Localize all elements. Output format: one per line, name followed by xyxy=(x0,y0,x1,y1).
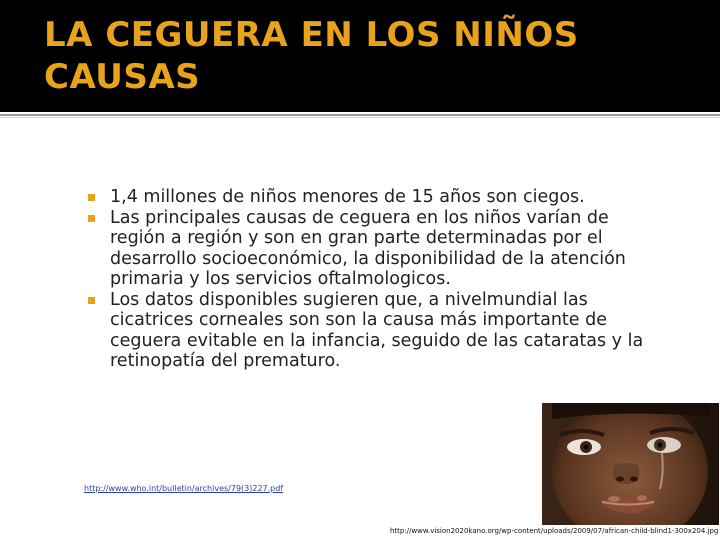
bullet-item xyxy=(88,187,648,208)
slide-title-line-2: CAUSAS xyxy=(44,57,201,97)
bullet-text: Las principales causas de ceguera en los niños varían de región a región y son en gran parte determinadas por el desarrollo socioeconómico, la disponibilidad de la atención primaria y los servicios oftalmologicos. xyxy=(110,207,626,289)
bullet-square-icon xyxy=(88,194,95,201)
child-photo-illustration xyxy=(542,403,719,525)
bullet-square-icon xyxy=(88,215,95,222)
bullet-square-icon xyxy=(88,297,95,304)
bullet-text: 1,4 millones de niños menores de 15 años son ciegos. xyxy=(110,187,585,207)
image-source-link[interactable]: http://www.vision2020kano.org/wp-content/uploads/2009/07/african-child-blind1-300x204.jpg xyxy=(390,527,719,535)
divider-line-thin xyxy=(0,117,720,118)
slide-title-line-1: LA CEGUERA EN LOS NIÑOS xyxy=(44,15,579,55)
bullet-text: Los datos disponibles sugieren que, a nivelmundial las cicatrices corneales son son la causa más importante de ceguera evitable en la infancia, seguido de las cataratas y la retinopatía del prematuro. xyxy=(110,289,644,371)
child-photo xyxy=(542,403,719,525)
bullet-item xyxy=(88,208,648,290)
slide-title xyxy=(44,14,704,98)
bullet-item xyxy=(88,290,648,372)
divider-line xyxy=(0,114,720,116)
source-link[interactable]: http://www.who.int/bulletin/archives/79(3)227.pdf xyxy=(84,484,284,493)
bullet-list xyxy=(88,187,648,372)
